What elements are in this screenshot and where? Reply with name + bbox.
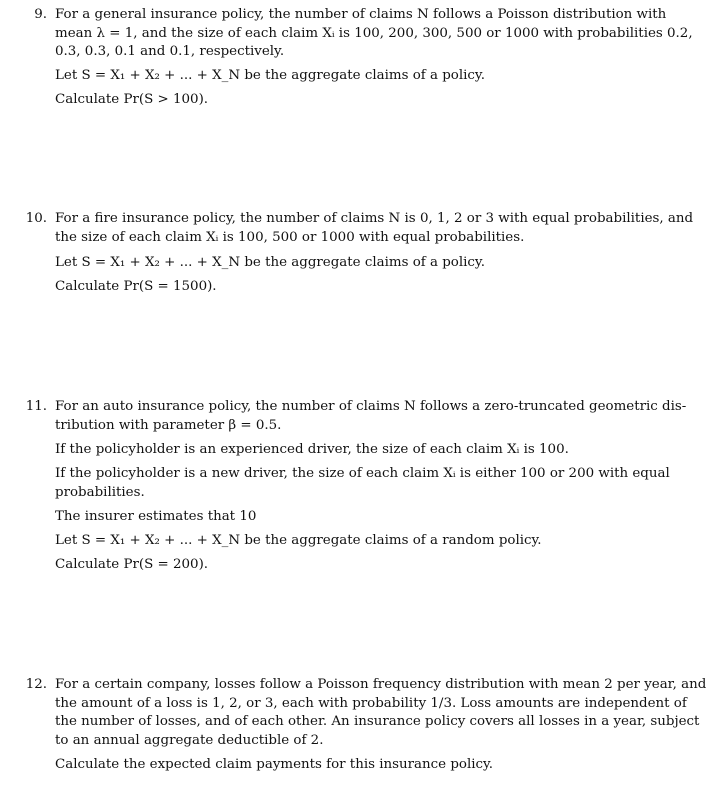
text-line: Calculate Pr(S = 200). xyxy=(55,557,209,572)
question xyxy=(55,91,661,110)
question xyxy=(55,278,661,297)
text-line: mean λ = 1, and the size of each claim Xᵢ is 100, 200, 300, 500 or 1000 with probabilities 0.2, xyxy=(55,25,693,41)
question xyxy=(55,756,661,775)
text-line: the size of each claim Xᵢ is 100, 500 or 1000 with equal probabilities. xyxy=(55,229,525,245)
new-driver-condition xyxy=(55,465,670,502)
text-line: If the policyholder is a new driver, the size of each claim Xᵢ is either 100 or 200 with equal xyxy=(55,466,670,481)
aggregate-definition xyxy=(55,67,661,86)
problem-number: 12. xyxy=(25,677,47,692)
problem-number: 10. xyxy=(25,211,47,226)
aggregate-definition xyxy=(55,532,661,551)
text-line: probabilities. xyxy=(55,484,145,500)
problem-number: 9. xyxy=(34,7,47,22)
experienced-driver-condition xyxy=(55,441,661,460)
aggregate-definition xyxy=(55,254,661,273)
text-line: For a general insurance policy, the number of claims N follows a Poisson distribution with xyxy=(55,7,667,22)
text-line: the number of losses, and of each other. An insurance policy covers all losses in a year, subject xyxy=(55,714,700,729)
text-line: the amount of a loss is 1, 2, or 3, each with probability 1/3. Loss amounts are independent of xyxy=(55,695,687,711)
text-line: For an auto insurance policy, the number of claims N follows a zero-truncated geometric dis- xyxy=(55,399,687,414)
text-line: to an annual aggregate deductible of 2. xyxy=(55,732,324,748)
text-line: If the policyholder is an experienced driver, the size of each claim Xᵢ is 100. xyxy=(55,442,569,457)
problem-statement xyxy=(55,676,707,750)
text-line: For a fire insurance policy, the number of claims N is 0, 1, 2 or 3 with equal probabilities, and xyxy=(55,211,694,226)
question xyxy=(55,556,661,575)
problem-statement xyxy=(55,210,694,247)
insurer-estimate xyxy=(55,508,661,527)
text-line: Calculate the expected claim payments for this insurance policy. xyxy=(55,757,494,772)
text-line: 0.3, 0.3, 0.1 and 0.1, respectively. xyxy=(55,44,285,59)
problem-number: 11. xyxy=(25,399,47,414)
text-line: The insurer estimates that 10 xyxy=(55,509,257,524)
text-line: Calculate Pr(S > 100). xyxy=(55,92,209,107)
text-line: tribution with parameter β = 0.5. xyxy=(55,417,282,433)
text-line: For a certain company, losses follow a Poisson frequency distribution with mean 2 per year, and xyxy=(55,677,707,692)
text-line: Let S = X₁ + X₂ + ... + X_N be the aggregate claims of a random policy. xyxy=(55,533,542,548)
problem-statement xyxy=(55,6,693,62)
text-line: Let S = X₁ + X₂ + ... + X_N be the aggregate claims of a policy. xyxy=(55,68,485,83)
text-line: Calculate Pr(S = 1500). xyxy=(55,279,217,294)
text-line: Let S = X₁ + X₂ + ... + X_N be the aggregate claims of a policy. xyxy=(55,255,485,270)
problem-statement xyxy=(55,398,687,435)
